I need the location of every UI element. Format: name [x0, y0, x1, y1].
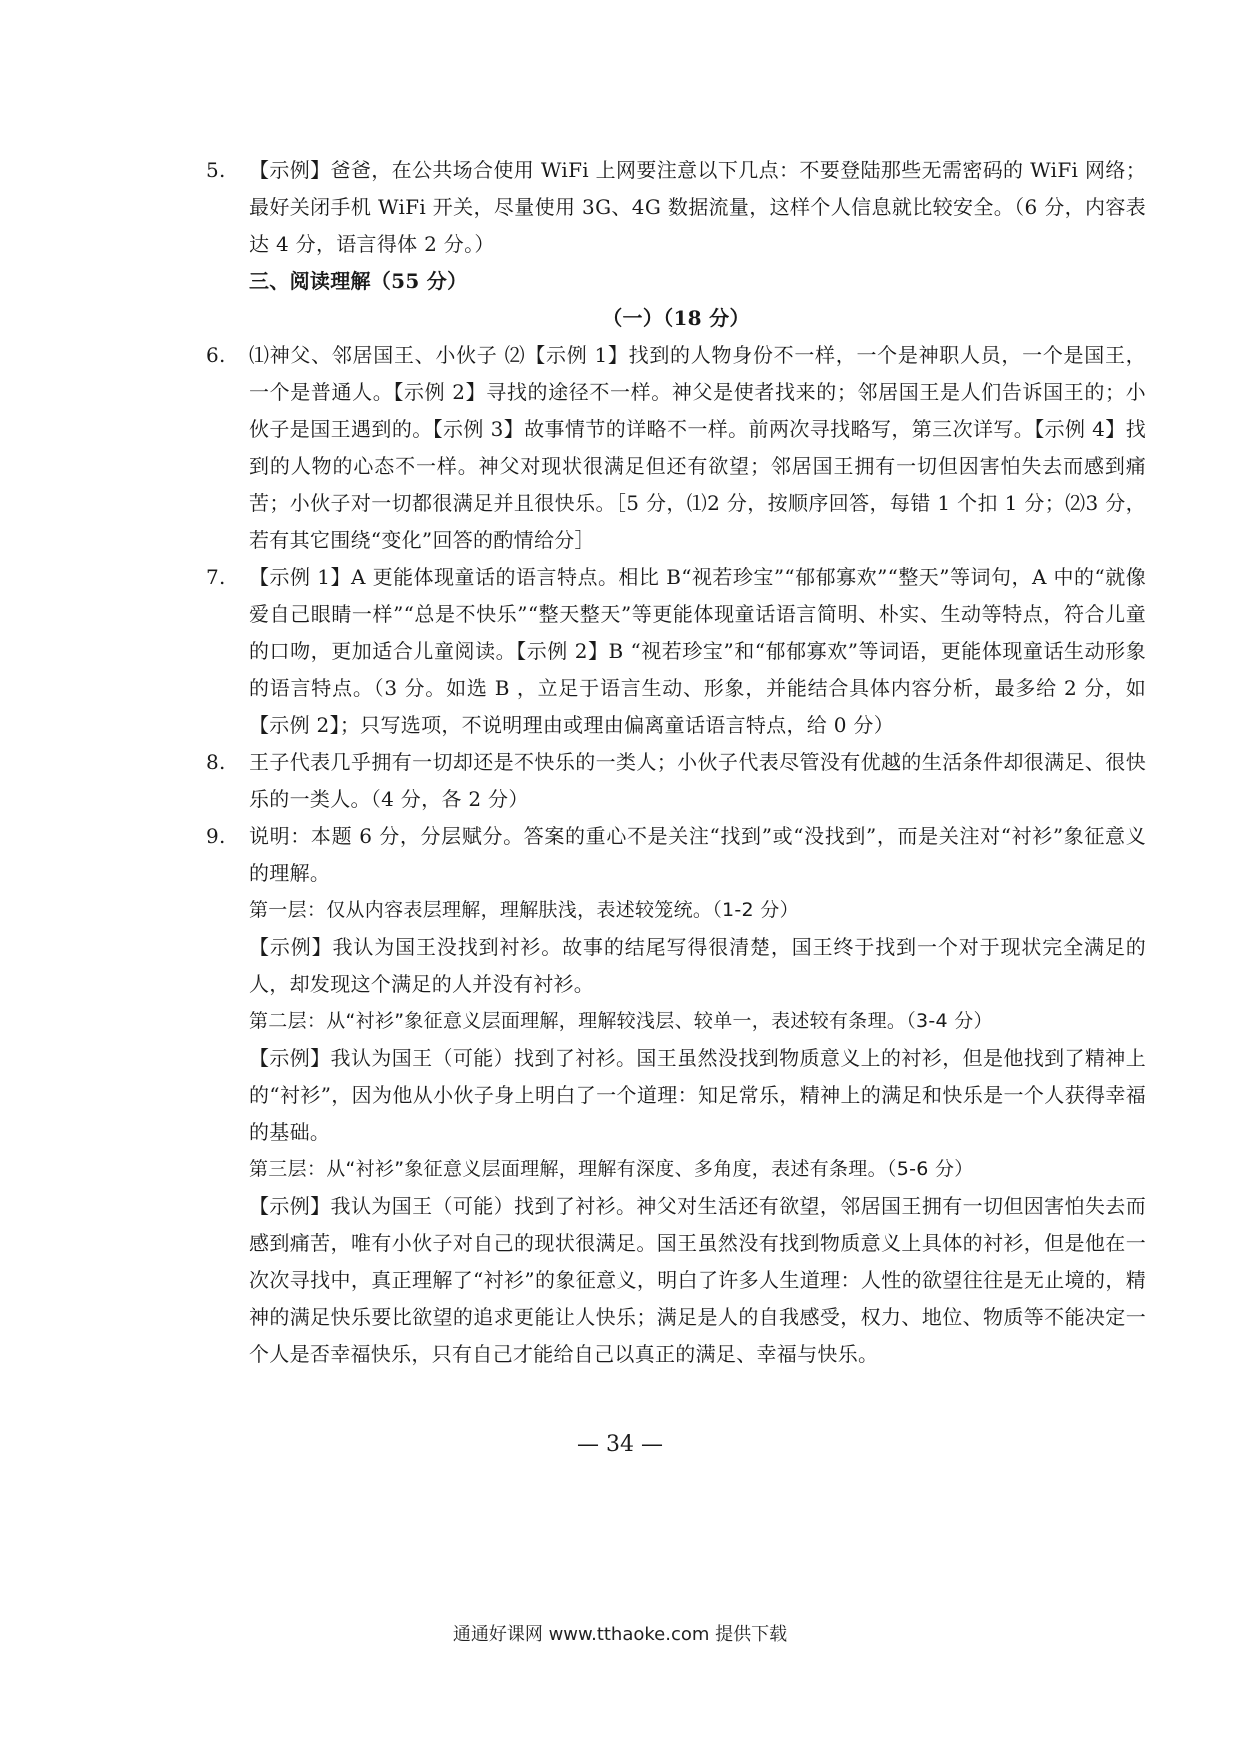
footer-credit: 通通好课网 www.tthaoke.com 提供下载 — [452, 1624, 788, 1645]
level-2-title: 第二层：从“衬衫”象征意义层面理解，理解较浅层、较单一，表述较有条理。（3-4 分） — [249, 1010, 993, 1032]
level-3-title: 第三层：从“衬衫”象征意义层面理解，理解有深度、多角度，表述有条理。（5-6 分） — [249, 1158, 974, 1180]
question-answer: 【示例】爸爸，在公共场合使用 WiFi 上网要注意以下几点：不要登陆那些无需密码的 WiFi 网络；最好关闭手机 WiFi 开关，尽量使用 3G、4G 数据流量，这样个人信息就比较安全。（6 分，内容表达 4 分，语言得体 2 分。） — [249, 158, 1146, 256]
question-number: 6. — [206, 343, 226, 367]
page-number: — 34 — — [577, 1432, 663, 1457]
answer-content — [206, 152, 1146, 1373]
question-number: 7. — [206, 565, 226, 589]
question-answer: 说明：本题 6 分，分层赋分。答案的重心不是关注“找到”或“没找到”，而是关注对“衬衫”象征意义的理解。 — [249, 824, 1146, 885]
level-1-title: 第一层：仅从内容表层理解，理解肤浅，表述较笼统。（1-2 分） — [249, 899, 799, 921]
question-answer: ⑴神父、邻居国王、小伙子 ⑵【示例 1】找到的人物身份不一样，一个是神职人员，一个是国王，一个是普通人。【示例 2】寻找的途径不一样。神父是使者找来的；邻居国王是人们告诉国王的；小伙子是国王遇到的。【示例 3】故事情节的详略不一样。前两次寻找略写，第三次详写。【示例 4】找到的人物的心态不一样。神父对现状很满足但还有欲望；邻居国王拥有一切但因害怕失去而感到痛苦；小伙子对一切都很满足并且很快乐。［5 分，⑴2 分，按顺序回答，每错 1 个扣 1 分；⑵3 分，若有其它围绕“变化”回答的酌情给分］ — [249, 343, 1146, 552]
question-number: 5. — [206, 158, 226, 182]
question-answer: 【示例 1】A 更能体现童话的语言特点。相比 B“视若珍宝”“郁郁寡欢”“整天”等词句，A 中的“就像爱自己眼睛一样”“总是不快乐”“整天整天”等更能体现童话语言简明、朴实、生动等特点，符合儿童的口吻，更加适合儿童阅读。【示例 2】B “视若珍宝”和“郁郁寡欢”等词语，更能体现童话生动形象的语言特点。（3 分。如选 B ，立足于语言生动、形象，并能结合具体内容分析，最多给 2 分，如【示例 2】；只写选项，不说明理由或理由偏离童话语言特点，给 0 分） — [249, 565, 1147, 737]
level-2-example: 【示例】我认为国王（可能）找到了衬衫。国王虽然没找到物质意义上的衬衫，但是他找到了精神上的“衬衫”，因为他从小伙子身上明白了一个道理：知足常乐，精神上的满足和快乐是一个人获得幸福的基础。 — [249, 1046, 1146, 1144]
question-9 — [206, 818, 1146, 892]
section-title: 三、阅读理解（55 分） — [249, 269, 468, 293]
question-7 — [206, 559, 1146, 744]
question-number: 8. — [206, 750, 226, 774]
level-3-example: 【示例】我认为国王（可能）找到了衬衫。神父对生活还有欲望，邻居国王拥有一切但因害怕失去而感到痛苦，唯有小伙子对自己的现状很满足。国王虽然没有找到物质意义上具体的衬衫，但是他在一次次寻找中，真正理解了“衬衫”的象征意义，明白了许多人生道理：人性的欲望往往是无止境的，精神的满足快乐要比欲望的追求更能让人快乐；满足是人的自我感受，权力、地位、物质等不能决定一个人是否幸福快乐，只有自己才能给自己以真正的满足、幸福与快乐。 — [249, 1194, 1146, 1366]
level-1-example: 【示例】我认为国王没找到衬衫。故事的结尾写得很清楚，国王终于找到一个对于现状完全满足的人，却发现这个满足的人并没有衬衫。 — [249, 935, 1146, 996]
question-5 — [206, 152, 1146, 263]
question-6 — [206, 337, 1146, 559]
question-8 — [206, 744, 1146, 818]
question-answer: 王子代表几乎拥有一切却还是不快乐的一类人；小伙子代表尽管没有优越的生活条件却很满足、很快乐的一类人。（4 分，各 2 分） — [249, 750, 1146, 811]
part-title: （一）（18 分） — [602, 306, 750, 330]
question-number: 9. — [206, 824, 226, 848]
